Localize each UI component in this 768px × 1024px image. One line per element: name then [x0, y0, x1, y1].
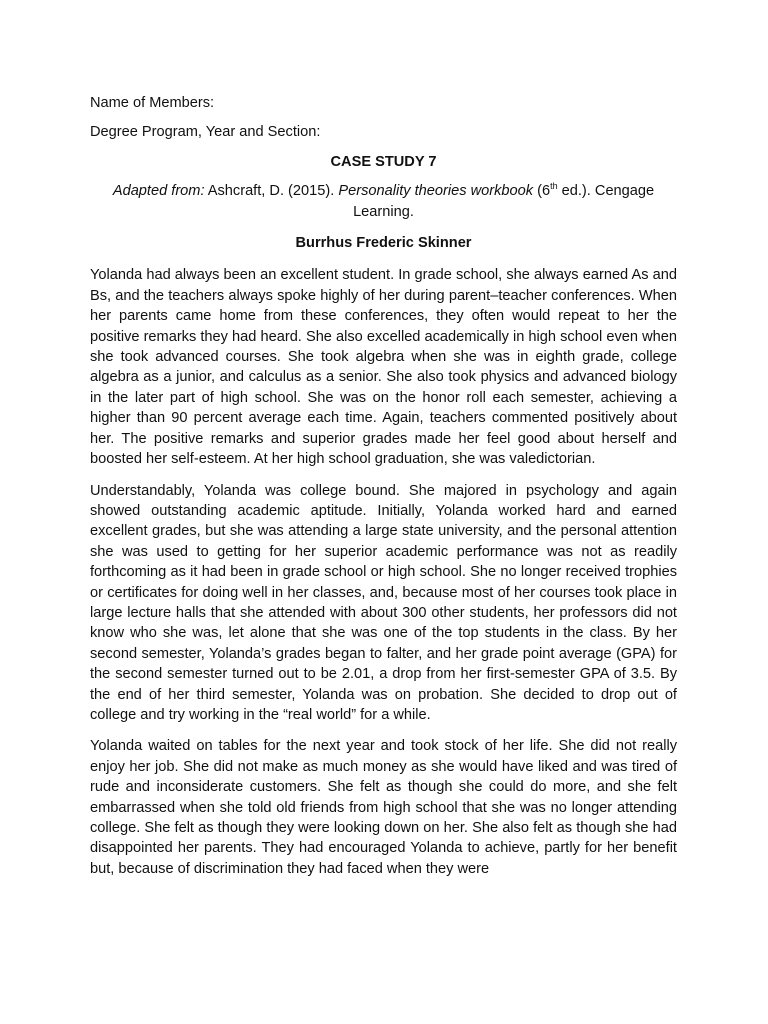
paragraph-3: Yolanda waited on tables for the next year and took stock of her life. She did not really enjoy her job. She did not make as much money as she would have liked and was tired of rude and inconsiderate customers. She felt as though she could do more, and she felt embarrassed when she told old friends from high school that she was no longer attending college. She felt as though they were looking down on her. She also felt as though she had disappointed her parents. They had encouraged Yolanda to achieve, partly for her benefit but, because of discrimination they had faced when they were: [90, 738, 677, 877]
members-label: Name of Members:: [90, 95, 215, 111]
degree-program-label: Degree Program, Year and Section:: [90, 124, 321, 141]
adapted-from-label: Adapted from:: [112, 183, 205, 200]
citation-author-year: Ashcraft, D. (2015).: [204, 183, 339, 200]
subject-heading: Burrhus Frederic Skinner: [295, 235, 472, 252]
citation-edition-superscript: th: [550, 181, 558, 192]
paragraph-1: Yolanda had always been an excellent student. In grade school, she always earned As and Bs, and the teachers always spoke highly of her during parent–teacher conferences. When her parents came home from these conferences, they often would repeat to her the positive remarks they had heard. She also excelled academically in high school even when she took advanced courses. She took algebra when she was in eighth grade, college algebra as a junior, and calculus as a senior. She also took physics and advanced biology in the later part of high school. She was on the honor roll each semester, achieving a higher than 90 percent average each time. Again, teachers commented positively about her. The positive remarks and superior grades made her feel good about herself and boosted her self-esteem. At her high school graduation, she was valedictorian.: [90, 267, 677, 468]
citation-book-title: Personality theories workbook: [338, 183, 534, 200]
document-page: [90, 93, 677, 890]
paragraph-2: Understandably, Yolanda was college bound. She majored in psychology and again showed outstanding academic aptitude. Initially, Yolanda worked hard and earned excellent grades, but she was attending a large state university, and the personal attention she was used to getting for her superior academic performance was not as readily forthcoming as it had been in grade school or high school. She no longer received trophies or certificates for doing well in her classes, and, because most of her courses took place in large lecture halls that she attended with about 300 other students, her professors did not know who she was, let alone that she was one of the top students in the class. By her second semester, Yolanda’s grades began to falter, and her grade point average (GPA) for the second semester turned out to be 2.01, a drop from her first-semester GPA of 3.5. By the end of her third semester, Yolanda was on probation. She decided to drop out of college and try working in the “real world” for a while.: [90, 482, 677, 723]
citation-edition-close: ed.). Cengage Learning.: [353, 183, 655, 220]
citation-edition-open: (6: [533, 183, 551, 200]
citation: [90, 181, 677, 222]
case-study-title: CASE STUDY 7: [330, 153, 437, 170]
